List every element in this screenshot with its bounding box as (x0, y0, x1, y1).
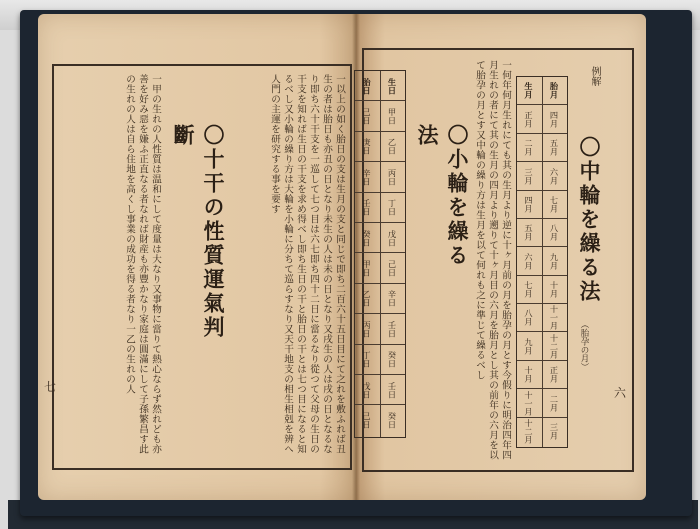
chu-table-cell: 四月 (543, 105, 567, 133)
sho-table-cell: 丙日 (355, 314, 380, 344)
sho-table-cell: 癸日 (387, 412, 398, 429)
chu-table-cell: 十二月 (543, 332, 567, 360)
chu-table-header: 生月 (517, 77, 542, 105)
chu-table-cell: 七月 (543, 191, 567, 219)
sho-table-cell: 辛日 (355, 162, 380, 192)
sho-table-cell: 壬日 (381, 314, 405, 344)
chu-table-cell: 三月 (549, 423, 560, 440)
sho-table-cell: 己日 (381, 253, 405, 283)
sho-table-cell: 辛日 (381, 284, 405, 314)
sho-col-tai (355, 71, 380, 437)
chu-table-cell: 四月 (517, 191, 542, 219)
sho-table (354, 70, 406, 438)
chu-table-cell: 七月 (517, 276, 542, 304)
left-page-number: 七 (44, 380, 57, 394)
sho-table-cell: 壬日 (381, 375, 405, 405)
chu-heading-note: （胎孕の月） (579, 320, 589, 371)
sho-table-cell: 丁日 (355, 345, 380, 375)
chu-table-cell: 九月 (517, 332, 542, 360)
sho-table-cell: 癸日 (355, 223, 380, 253)
chu-table-header: 胎月 (543, 77, 567, 105)
sho-table-cell: 戊日 (381, 223, 405, 253)
chu-table-cell: 正月 (543, 361, 567, 389)
chu-col-sei (517, 77, 542, 447)
chu-table-cell: 十月 (517, 361, 542, 389)
rei-label: 例解 (589, 66, 600, 87)
left-main-text: 一以上の如く胎日の支は生月の支と同じで即ち二百六十五日目にて之れを敷ふれば丑生の者は胎日も亦丑の日となり未生の人は未の日となり又戌生の人は戌の日となるなり即ち六十干支を一巡して七つ目は六七即ち四十二日に當るなり從つて父母の生日の干支を知れば生日の干支を求め得べし即ち生日の干と胎日の干とは七つ目になると知るべし又小輪の繰り方は大輪を小輪に分ちて巡らすなり又天干地支の相生相剋を辨へ人門の主運を研究する事を要す (269, 74, 345, 454)
sho-table-cell: 戊日 (355, 375, 380, 405)
chu-table-cell: 二月 (517, 134, 542, 162)
sho-heading: 〇小輪を繰る法 (415, 124, 470, 268)
sho-table-cell: 乙日 (355, 284, 380, 314)
chu-table (516, 76, 568, 448)
sho-table-cell: 丁日 (381, 193, 405, 223)
chu-table-cell: 九月 (543, 247, 567, 275)
sho-table-cell: 己日 (355, 101, 380, 131)
chu-table-cell: 二月 (543, 389, 567, 417)
sho-table-cell: 庚日 (355, 132, 380, 162)
sho-table-cell: 丙日 (381, 162, 405, 192)
sho-table-cell: 乙日 (381, 132, 405, 162)
chu-table-cell: 十一月 (517, 389, 542, 417)
chu-table-cell: 十二月 (524, 419, 534, 444)
chu-table-cell: 五月 (517, 219, 542, 247)
sho-table-header: 生日 (381, 71, 405, 101)
sho-table-cell: 癸日 (381, 345, 405, 375)
sho-table-header: 胎日 (355, 71, 380, 101)
left-paragraph-text: 一甲の生れの人性質は温和にして度量は大なり又事物に當りて熱心ならず然れども亦善を好み惡を嫌ふ正直なる者なれば財産も亦豐かなり家庭は圓滿にして子孫繁昌す此の生れの人は自ら住地を高くし事業の成功を得る者なり一乙の生れの人 (124, 74, 161, 454)
chu-table-cell: 三月 (517, 162, 542, 190)
chu-table-cell: 八月 (543, 219, 567, 247)
chu-table-cell: 十一月 (543, 304, 567, 332)
sho-col-sei (380, 71, 405, 437)
right-page-number: 六 (614, 386, 627, 400)
chu-table-cell: 八月 (517, 304, 542, 332)
chu-col-tai (542, 77, 567, 447)
sho-table-cell: 己日 (362, 412, 372, 429)
sho-table-cell: 甲日 (381, 101, 405, 131)
chu-table-cell: 正月 (517, 105, 542, 133)
sho-table-cell: 甲日 (355, 253, 380, 283)
right-body-text: 一何年何月生れにても其の生月より逆に十ヶ月前の月を胎孕の月とす今假りに明治四年四月生れの者にて其の生月の四月より遡りて十ヶ月目の六月を胎月とし其の前年の六月を以て胎孕の月とす又中輪の繰り方は生月を以て何れも之に準じて繰るべし (474, 60, 511, 460)
chu-table-cell: 六月 (543, 162, 567, 190)
chu-table-cell: 六月 (517, 247, 542, 275)
sho-table-cell: 壬日 (355, 193, 380, 223)
left-section-heading: 〇十干の性質運氣判斷 (171, 124, 226, 340)
chu-table-cell: 十月 (543, 276, 567, 304)
chu-table-cell: 五月 (543, 134, 567, 162)
chu-heading: 〇中輪を繰る法 (577, 136, 602, 304)
